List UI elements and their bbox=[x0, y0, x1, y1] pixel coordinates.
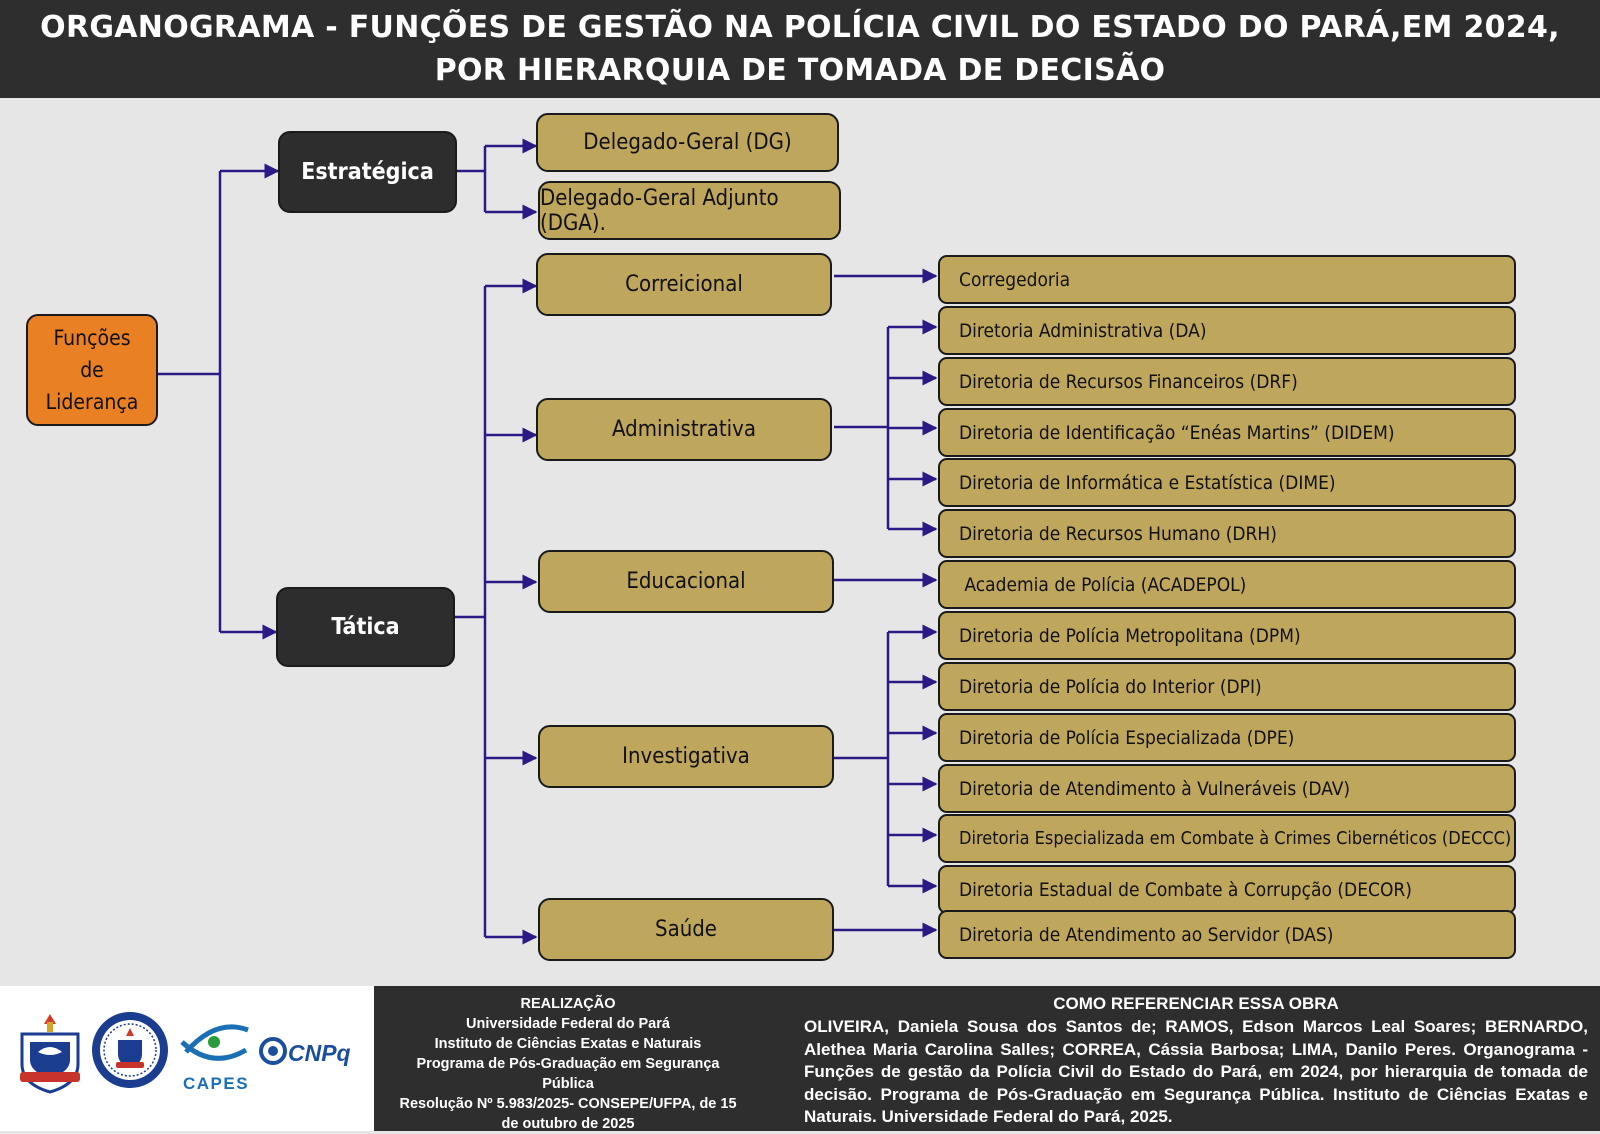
node-unit-acadepol bbox=[938, 560, 1516, 609]
node-unit-dpi bbox=[938, 662, 1516, 711]
node-area-administrativa bbox=[536, 398, 832, 461]
node-unit-label: Diretoria de Polícia Especializada (DPE) bbox=[959, 726, 1295, 749]
node-unit-label: Diretoria de Atendimento à Vulneráveis (DAV) bbox=[959, 777, 1351, 800]
node-estrategica-label: Estratégica bbox=[301, 159, 434, 185]
org-chart bbox=[0, 98, 1600, 986]
node-unit-label: Diretoria de Atendimento ao Servidor (DAS) bbox=[959, 923, 1334, 946]
node-area-educacional bbox=[538, 550, 834, 613]
node-area-investigativa bbox=[538, 725, 834, 788]
node-unit-dime bbox=[938, 458, 1516, 507]
node-unit-dav bbox=[938, 764, 1516, 813]
node-unit-label: Diretoria Especializada em Combate à Crimes Cibernéticos (DECCC) bbox=[959, 828, 1512, 849]
node-unit-label: Diretoria de Recursos Financeiros (DRF) bbox=[959, 370, 1298, 393]
realizacao-heading: REALIZAÇÃO bbox=[520, 996, 616, 1012]
node-unit-label: Diretoria de Recursos Humano (DRH) bbox=[959, 522, 1277, 545]
header-bar bbox=[0, 0, 1600, 98]
node-dga bbox=[538, 181, 841, 240]
node-unit-label: Diretoria de Polícia Metropolitana (DPM) bbox=[959, 624, 1301, 647]
node-unit-label: Diretoria de Identificação “Enéas Martins” (DIDEM) bbox=[959, 421, 1395, 444]
node-unit-label: Diretoria Administrativa (DA) bbox=[959, 319, 1207, 342]
node-area-label: Saúde bbox=[655, 917, 717, 942]
node-unit-label: Corregedoria bbox=[959, 268, 1071, 291]
node-unit-didem bbox=[938, 408, 1516, 457]
ufpa-crest-icon bbox=[16, 1012, 84, 1096]
node-unit-label: Diretoria Estadual de Combate à Corrupção (DECOR) bbox=[959, 878, 1412, 901]
realizacao-line: Programa de Pós-Graduação em Segurança Pública bbox=[416, 1056, 720, 1092]
node-dg-label: Delegado-Geral (DG) bbox=[583, 130, 792, 155]
realizacao-line: Universidade Federal do Pará bbox=[466, 1016, 670, 1032]
node-area-label: Administrativa bbox=[612, 417, 756, 442]
page-title: ORGANOGRAMA - FUNÇÕES DE GESTÃO NA POLÍCIA CIVIL DO ESTADO DO PARÁ,EM 2024, POR HIERARQUIA DE TOMADA DE DECISÃO bbox=[40, 10, 1560, 88]
node-unit-drf bbox=[938, 357, 1516, 406]
node-unit-da bbox=[938, 306, 1516, 355]
node-unit-dpe bbox=[938, 713, 1516, 762]
reference-heading: COMO REFERENCIAR ESSA OBRA bbox=[1053, 994, 1339, 1013]
realizacao-block bbox=[398, 994, 738, 1134]
node-area-saude bbox=[538, 898, 834, 961]
cnpq-label: CNPq bbox=[288, 1040, 351, 1066]
capes-label: CAPES bbox=[183, 1074, 250, 1093]
cnpq-logo-icon bbox=[258, 1036, 288, 1066]
node-unit-label: Academia de Polícia (ACADEPOL) bbox=[959, 573, 1247, 596]
capes-logo-icon bbox=[178, 1016, 252, 1068]
node-unit-dpm bbox=[938, 611, 1516, 660]
reference-text: OLIVEIRA, Daniela Sousa dos Santos de; RAMOS, Edson Marcos Leal Soares; BERNARDO, Alethea Maria Carolina Salles; CORREA, Cássia Barbosa; LIMA, Danilo Peres. Organograma - Funções de gestão da Polícia Civil do Estado do Pará, em 2024, por hierarquia de tomada de decisão. Programa de Pós-Graduação em Segurança Pública. Instituto de Ciências Exatas e Naturais. Universidade Federal do Pará, 2025. bbox=[804, 1017, 1588, 1126]
node-unit-das bbox=[938, 910, 1516, 959]
realizacao-line: Resolução Nº 5.983/2025- CONSEPE/UFPA, de 15 de outubro de 2025 bbox=[399, 1096, 737, 1132]
node-area-label: Correicional bbox=[625, 272, 743, 297]
node-unit-corregedoria bbox=[938, 255, 1516, 304]
node-tatica bbox=[276, 587, 455, 667]
realizacao-line: Instituto de Ciências Exatas e Naturais bbox=[434, 1036, 702, 1052]
node-unit-label: Diretoria de Polícia do Interior (DPI) bbox=[959, 675, 1262, 698]
node-root-label: Funções de Liderança bbox=[45, 326, 139, 414]
node-area-label: Investigativa bbox=[622, 744, 750, 769]
reference-block bbox=[804, 994, 1588, 1129]
node-dg bbox=[536, 113, 839, 172]
node-unit-decor bbox=[938, 865, 1516, 914]
node-unit-deccc bbox=[938, 814, 1516, 863]
node-unit-drh bbox=[938, 509, 1516, 558]
ppgsp-seal-icon bbox=[90, 1010, 170, 1090]
node-dga-label: Delegado-Geral Adjunto (DGA). bbox=[540, 185, 779, 236]
node-area-correicional bbox=[536, 253, 832, 316]
node-tatica-label: Tática bbox=[331, 614, 400, 640]
node-unit-label: Diretoria de Informática e Estatística (DIME) bbox=[959, 471, 1336, 494]
node-estrategica bbox=[278, 131, 457, 213]
footer-info bbox=[374, 986, 1600, 1131]
node-root bbox=[26, 314, 158, 426]
node-area-label: Educacional bbox=[626, 569, 746, 594]
